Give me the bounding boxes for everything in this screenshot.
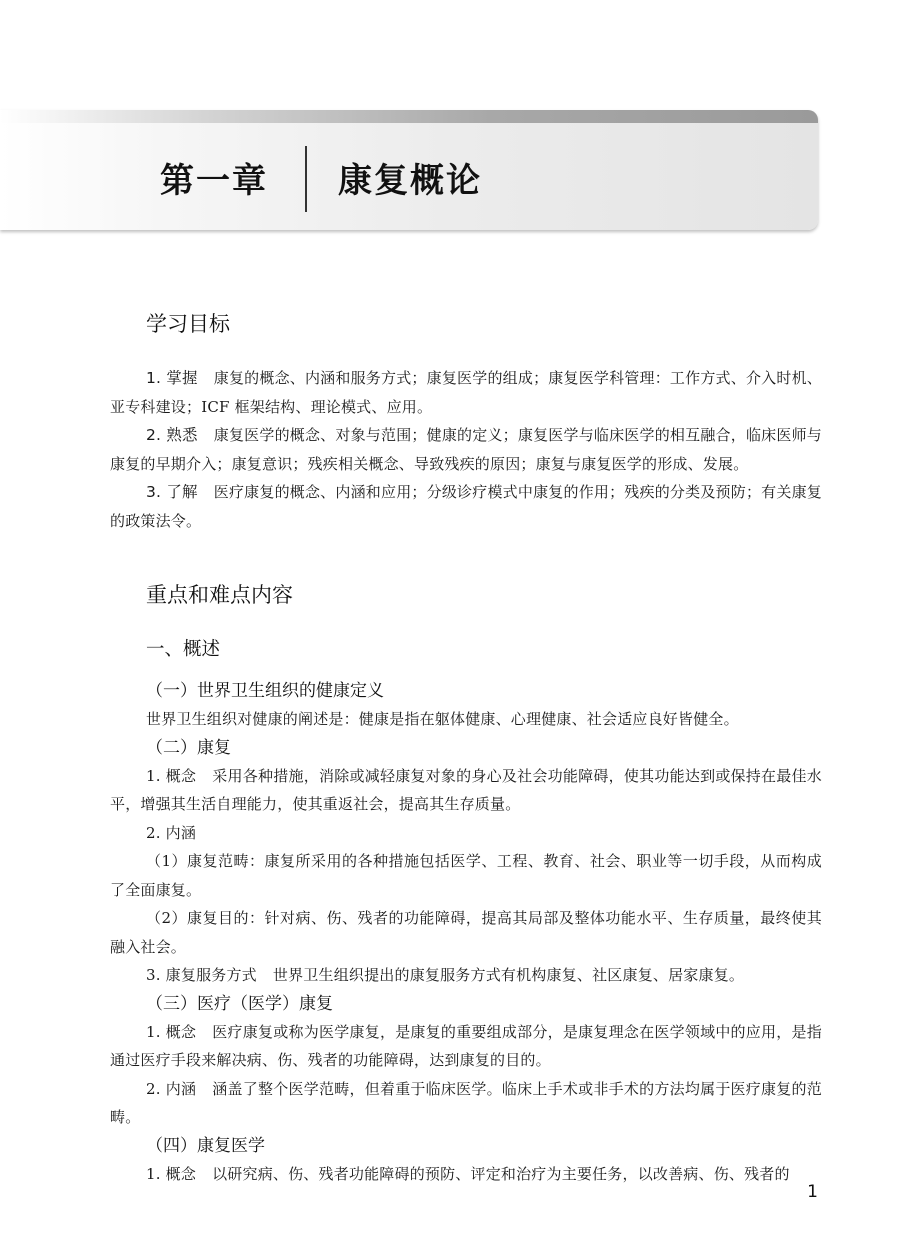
paragraph: 2. 内涵 bbox=[146, 823, 197, 842]
objective-text: 康复的概念、内涵和服务方式；康复医学的组成；康复医学科管理：工作方式、介入时机、亚专科建设；ICF 框架结构、理论模式、应用。 bbox=[110, 369, 822, 416]
subsection-heading-who-health: （一）世界卫生组织的健康定义 bbox=[146, 681, 384, 701]
subsection-heading-medical-rehabilitation: （三）医疗（医学）康复 bbox=[146, 993, 333, 1014]
paragraph-lead: 3. 康复服务方式 bbox=[146, 966, 257, 984]
objective-text: 医疗康复的概念、内涵和应用；分级诊疗模式中康复的作用；残疾的分类及预防；有关康复的政策法令。 bbox=[110, 483, 822, 530]
paragraph bbox=[110, 1075, 822, 1132]
paragraph-lead: 2. 内涵 bbox=[146, 1079, 197, 1098]
chapter-title: 康复概论 bbox=[338, 161, 482, 201]
paragraph-text: 世界卫生组织提出的康复服务方式有机构康复、社区康复、居家康复。 bbox=[272, 966, 745, 984]
paragraph: 世界卫生组织对健康的阐述是：健康是指在躯体健康、心理健康、社会适应良好皆健全。 bbox=[146, 710, 739, 728]
paragraph-text: 以研究病、伤、残者功能障碍的预防、评定和治疗为主要任务，以改善病、伤、残者的 bbox=[212, 1164, 790, 1183]
paragraph-text: 医疗康复或称为医学康复，是康复的重要组成部分，是康复理念在医学领域中的应用，是指通过医疗手段来解决病、伤、残者的功能障碍，达到康复的目的。 bbox=[110, 1022, 822, 1069]
objective-text: 康复医学的概念、对象与范围；健康的定义；康复医学与临床医学的相互融合，临床医师与康复的早期介入；康复意识；残疾相关概念、导致残疾的原因；康复与康复医学的形成、发展。 bbox=[110, 426, 822, 473]
paragraph bbox=[110, 762, 822, 819]
paragraph-lead: 1. 概念 bbox=[146, 766, 197, 785]
paragraph-lead: 1. 概念 bbox=[146, 1022, 197, 1041]
paragraph-lead: 1. 概念 bbox=[146, 1164, 197, 1183]
paragraph-text: 采用各种措施，消除或减轻康复对象的身心及社会功能障碍，使其功能达到或保持在最佳水平，增强其生活自理能力，使其重返社会，提高其生存质量。 bbox=[110, 766, 822, 813]
paragraph bbox=[110, 1018, 822, 1075]
paragraph: （1）康复范畴：康复所采用的各种措施包括医学、工程、教育、社会、职业等一切手段，从而构成了全面康复。 bbox=[110, 852, 822, 899]
paragraph bbox=[110, 961, 822, 990]
subsection-heading-rehabilitation-medicine: （四）康复医学 bbox=[146, 1135, 265, 1156]
key-points-heading: 重点和难点内容 bbox=[146, 583, 293, 607]
page-content bbox=[110, 300, 822, 1188]
objectives-heading: 学习目标 bbox=[146, 312, 230, 336]
page-number: 1 bbox=[807, 1182, 818, 1202]
objective-item bbox=[110, 364, 822, 421]
subsection-heading-rehabilitation: （二）康复 bbox=[146, 737, 231, 758]
part-heading-overview: 一、概述 bbox=[146, 639, 221, 660]
objective-item bbox=[110, 421, 822, 478]
chapter-number: 第一章 bbox=[160, 161, 268, 201]
chapter-banner bbox=[0, 110, 818, 230]
objective-lead: 3. 了解 bbox=[146, 483, 198, 501]
objective-lead: 2. 熟悉 bbox=[146, 426, 198, 444]
chapter-divider bbox=[305, 146, 307, 212]
objective-lead: 1. 掌握 bbox=[146, 369, 198, 387]
objective-item bbox=[110, 478, 822, 535]
paragraph-text: 涵盖了整个医学范畴，但着重于临床医学。临床上手术或非手术的方法均属于医疗康复的范畴。 bbox=[110, 1079, 822, 1126]
paragraph bbox=[110, 1160, 822, 1189]
paragraph: （2）康复目的：针对病、伤、残者的功能障碍，提高其局部及整体功能水平、生存质量，最终使其融入社会。 bbox=[110, 909, 822, 956]
